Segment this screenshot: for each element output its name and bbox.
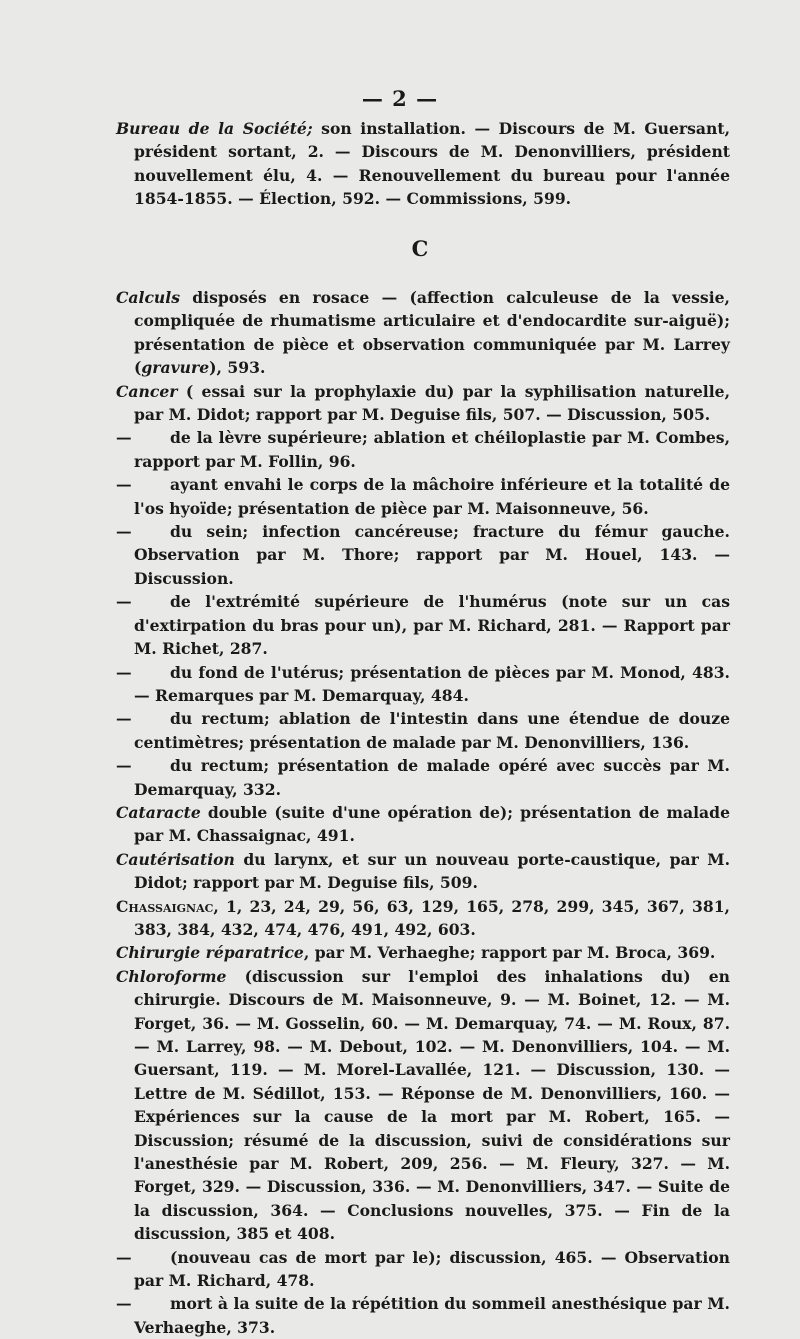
index-entry [116, 848, 730, 895]
index-term: Bureau de la Société; [116, 119, 313, 138]
ditto-dash: — [116, 475, 132, 495]
page-number: — 2 — [361, 86, 439, 111]
index-entry-text: (discussion sur l'emploi des inhalations du) en chirurgie. Discours de M. Maisonneuve, 9. — M. Boinet, 12. — M. Forget, 36. — M. Gosselin, 60. — M. Demarquay, 74. — M. Roux, 87. — M. Larrey, 98. — M. Debout, 102. — M. Denonvilliers, 104. — M. Guersant, 119. — M. Morel-Lavallée, 121. — Discussion, 130. — Lettre de M. Sédillot, 153. — Réponse de M. Denonvilliers, 160. — Expériences sur la cause de la mort par M. Robert, 165. — Discussion; résumé de la discussion, suivi de considérations sur l'anesthésie par M. Robert, 209, 256. — M. Fleury, 327. — M. Forget, 329. — Discussion, 336. — M. Denonvilliers, 347. — Suite de la discussion, 364. — Conclusions nouvelles, 375. — Fin de la discussion, 385 et 408. [134, 966, 730, 1244]
index-term: Chirurgie réparatrice [116, 943, 304, 963]
index-subentry [116, 1246, 730, 1293]
index-entry-text: , 1, 23, 24, 29, 56, 63, 129, 165, 278, 299, 345, 367, 381, 383, 384, 432, 474, 476, 491, 492, 603. [134, 896, 730, 939]
index-entry-text: mort à la suite de la répétition du sommeil anesthésique par M. Verhaeghe, 373. [134, 1294, 730, 1337]
index-term: Chloroforme [116, 966, 227, 986]
index-entry-text: disposés en rosace — (affection calculeuse de la vessie, compliquée de rhumatisme articulaire et d'endocardite sur-aiguë); présentation de pièce et observation communiquée par M. Larrey ( [134, 288, 730, 378]
index-entry-text: (nouveau cas de mort par le); discussion, 465. — Observation par M. Richard, 478. [134, 1247, 730, 1291]
index-entry-text: ( essai sur la prophylaxie du) par la syphilisation naturelle, par M. Didot; rapport par M. Deguise fils, 507. — Discussion, 505. [134, 381, 730, 425]
index-author-name: Chassaignac [116, 896, 214, 916]
index-entry-text: , par M. Verhaeghe; rapport par M. Broca, 369. [303, 943, 716, 963]
index-term: Cancer [116, 381, 178, 401]
ditto-dash: — [116, 1294, 132, 1314]
index-subentry [116, 1292, 730, 1339]
index-entry-text: du larynx, et sur un nouveau porte-caustique, par M. Didot; rapport par M. Deguise fils, 509. [134, 849, 730, 893]
index-entry-text: du sein; infection cancéreuse; fracture du fémur gauche. Observation par M. Thore; rapport par M. Houel, 143. — Discussion. [134, 522, 730, 588]
index-entry [116, 801, 730, 848]
index-term: Cautérisation [116, 849, 235, 869]
index-subentry [116, 473, 730, 520]
index-entry-text: son installation. — Discours de M. Guersant, président sortant, 2. — Discours de M. Denonvilliers, président nouvellement élu, 4. — Renouvellement du bureau pour l'année 1854-1855. — Élection, 592. — Commissions, 599. [134, 119, 730, 209]
index-entry-text: du fond de l'utérus; présentation de pièces par M. Monod, 483. — Remarques par M. Demarquay, 484. [134, 662, 730, 705]
index-subentry [116, 590, 730, 660]
index-entry [116, 117, 730, 211]
index-subentry [116, 754, 730, 801]
index-subentry [116, 707, 730, 754]
index-entry-text: ayant envahi le corps de la mâchoire inférieure et la totalité de l'os hyoïde; présentation de pièce par M. Maisonneuve, 56. [134, 475, 730, 518]
index-entry [116, 286, 730, 380]
ditto-dash: — [116, 709, 132, 729]
ditto-dash: — [116, 756, 132, 776]
index-block-c [116, 286, 730, 1339]
index-entry-text: du rectum; ablation de l'intestin dans une étendue de douze centimètres; présentation de malade par M. Denonvilliers, 136. [134, 709, 730, 752]
index-entry-text-end: ), 593. [209, 358, 266, 378]
index-entry [116, 941, 730, 964]
index-entry [116, 895, 730, 942]
ditto-dash: — [116, 1247, 132, 1267]
index-entry-italic: gravure [141, 358, 210, 378]
index-entry [116, 380, 730, 427]
ditto-dash: — [116, 592, 132, 612]
section-letter: C [411, 236, 429, 261]
index-entry-text: de l'extrémité supérieure de l'humérus (note sur un cas d'extirpation du bras pour un), par M. Richard, 281. — Rapport par M. Richet, 287. [134, 592, 730, 659]
index-subentry [116, 661, 730, 708]
index-term: Cataracte [116, 802, 201, 822]
index-subentry [116, 520, 730, 590]
index-entry-text: du rectum; présentation de malade opéré avec succès par M. Demarquay, 332. [134, 756, 730, 799]
index-entry [116, 965, 730, 1246]
index-entry-text: de la lèvre supérieure; ablation et chéiloplastie par M. Combes, rapport par M. Follin, 96. [134, 428, 730, 471]
index-block-b [116, 117, 730, 211]
ditto-dash: — [116, 522, 132, 542]
ditto-dash: — [116, 428, 132, 448]
index-subentry [116, 426, 730, 473]
ditto-dash: — [116, 662, 132, 682]
index-term: Calculs [116, 288, 180, 307]
index-entry-text: double (suite d'une opération de); présentation de malade par M. Chassaignac, 491. [134, 802, 730, 846]
